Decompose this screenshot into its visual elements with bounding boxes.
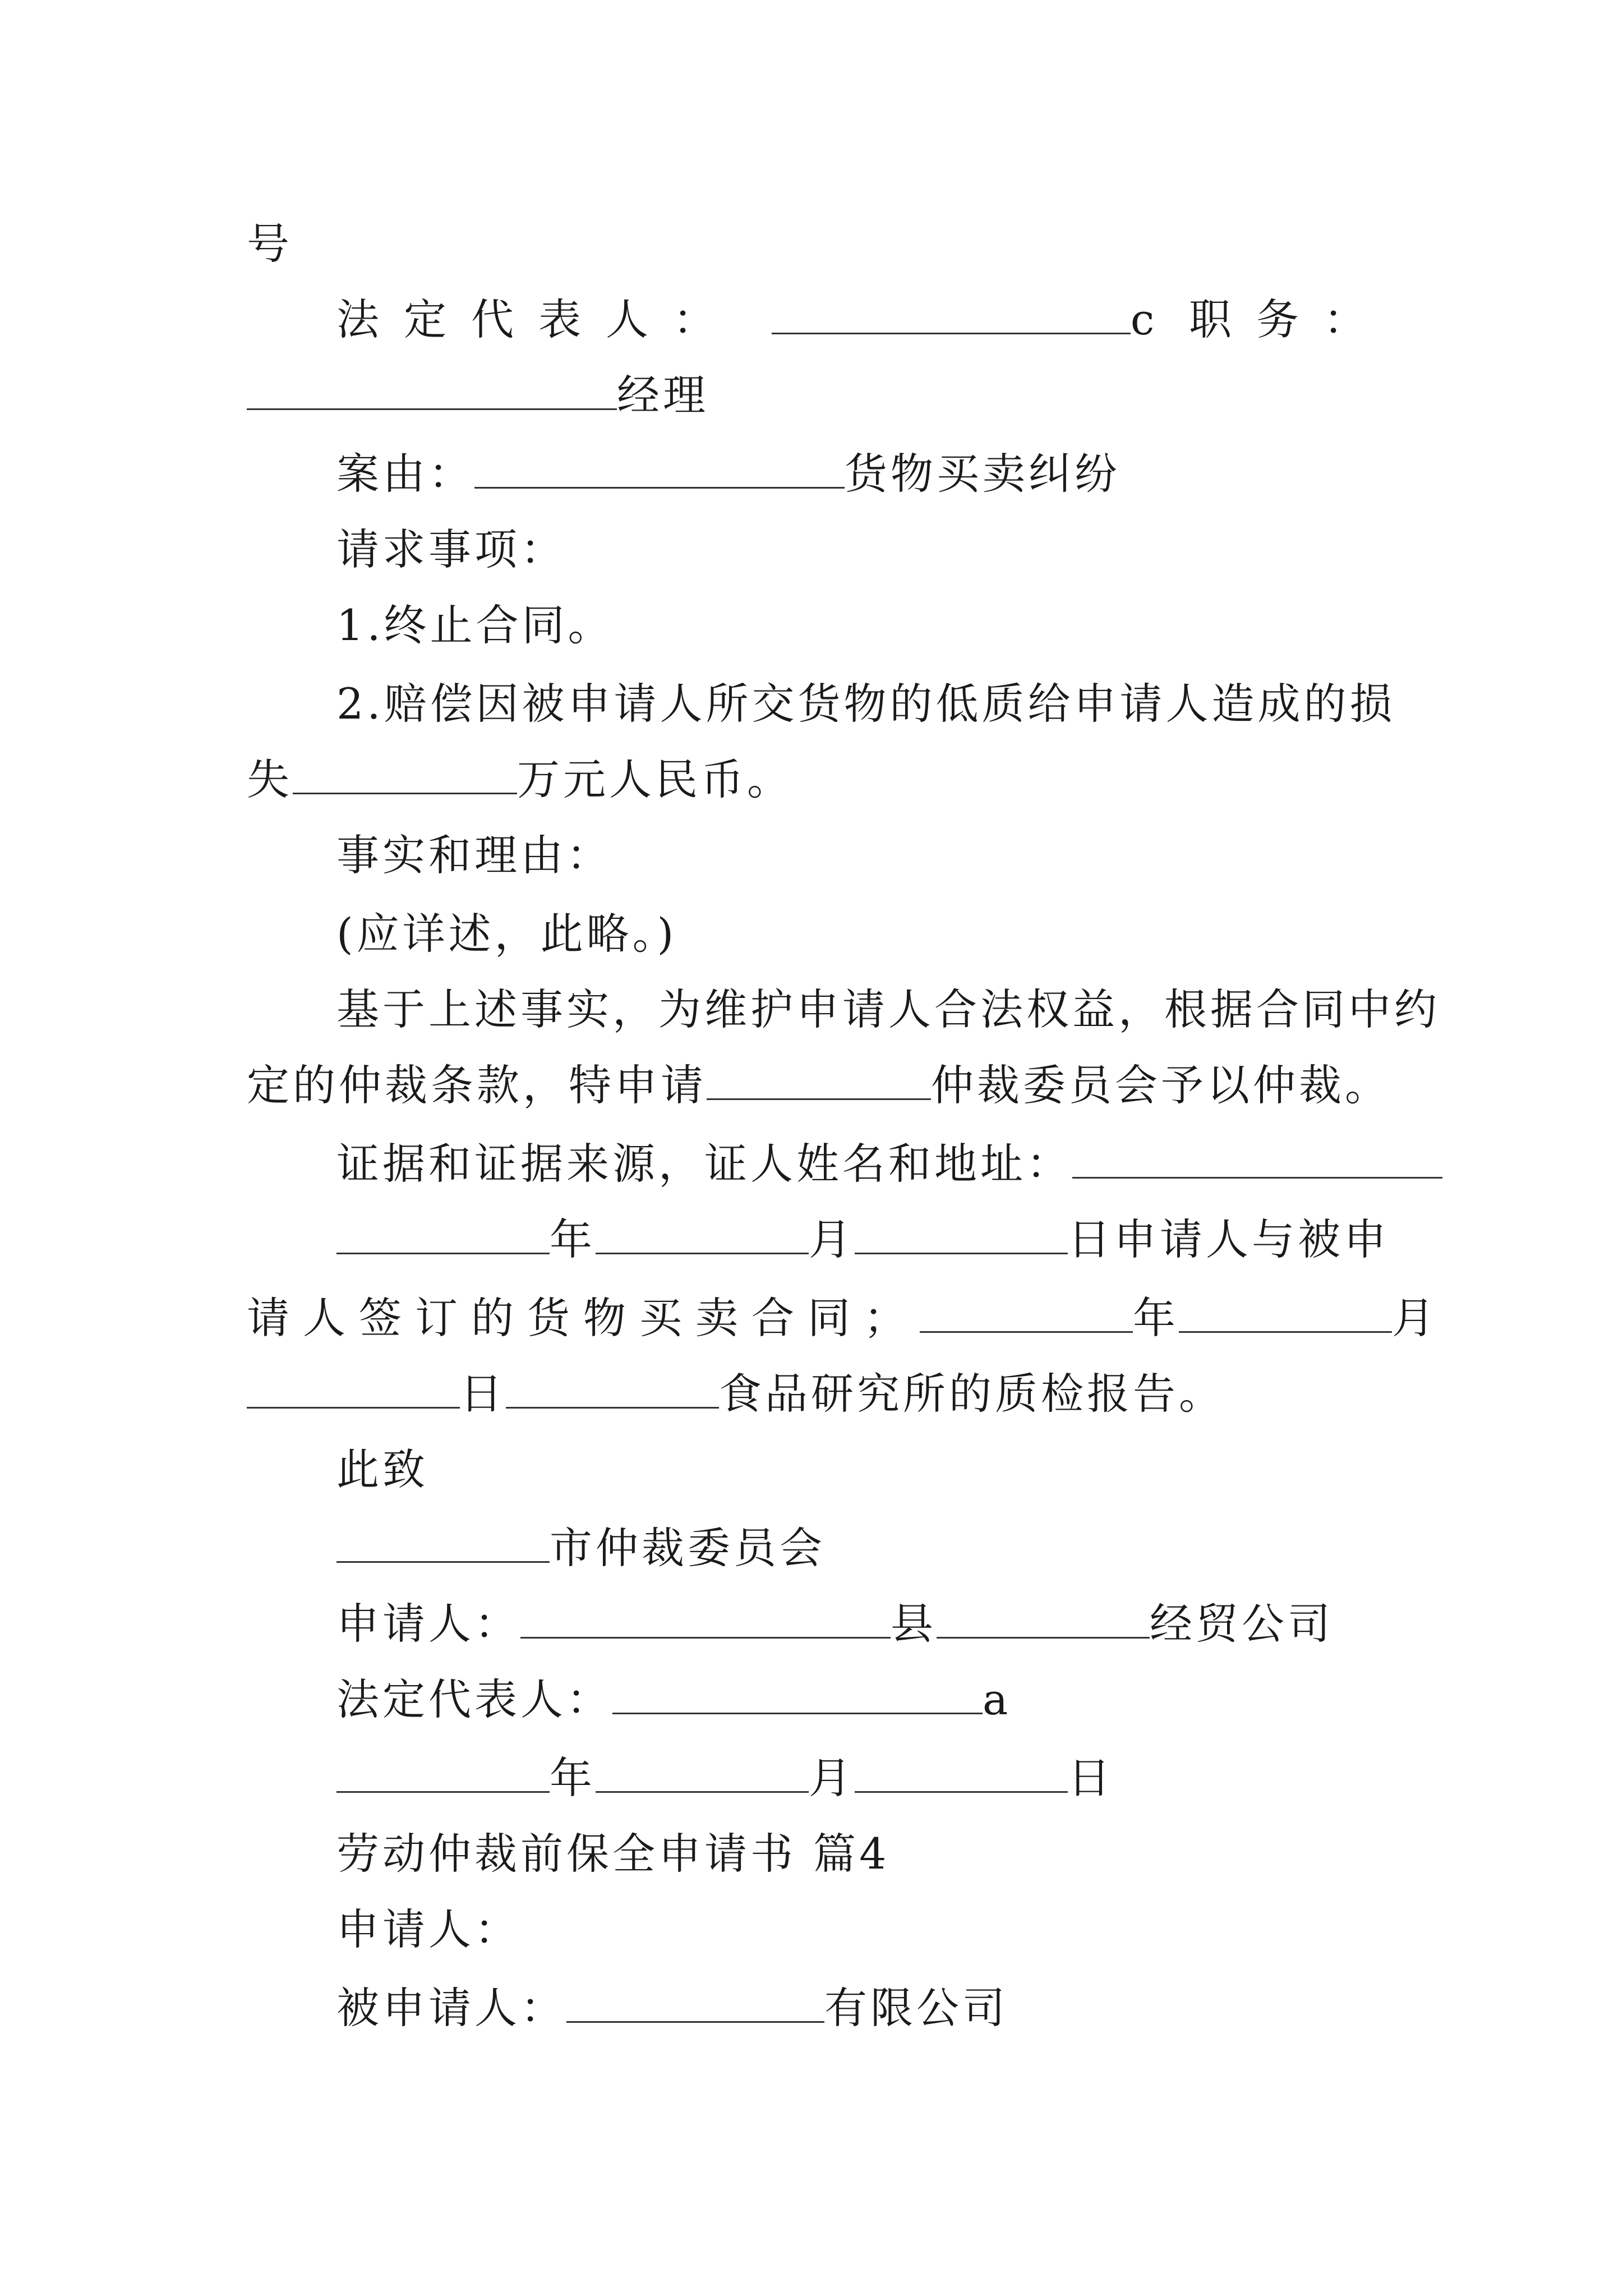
text: 基于上述事实，为维护申请人合法权益，根据合同中约 bbox=[336, 984, 1440, 1034]
text: 年 bbox=[550, 1214, 596, 1264]
text: 经理 bbox=[617, 370, 709, 420]
heading: 事实和理由： bbox=[336, 830, 612, 880]
blank-field bbox=[336, 1751, 550, 1793]
label-legal-rep: 法定代表人： bbox=[336, 295, 740, 344]
heading: 请求事项： bbox=[336, 524, 566, 574]
text-line-facts-heading bbox=[336, 816, 1391, 895]
text: 日 bbox=[460, 1369, 506, 1419]
text: 请人签订的货物买卖合同； bbox=[247, 1293, 920, 1343]
text-line-evidence-date bbox=[336, 1200, 1391, 1279]
text: 货物买卖纠纷 bbox=[845, 449, 1121, 499]
blank-field bbox=[1072, 1137, 1442, 1179]
text: 食品研究所的质检报告。 bbox=[719, 1369, 1225, 1419]
text-line-cause bbox=[336, 435, 1391, 513]
text: 失 bbox=[247, 754, 293, 804]
label-respondent: 被申请人： bbox=[336, 1983, 566, 2033]
section-title: 劳动仲裁前保全申请书 篇4 bbox=[336, 1829, 890, 1879]
text: 1.终止合同。 bbox=[336, 600, 614, 650]
text-line-facts-note bbox=[336, 895, 1391, 973]
text: 市仲裁委员会 bbox=[550, 1523, 826, 1573]
blank-field bbox=[1179, 1291, 1392, 1333]
text: 号 bbox=[247, 219, 293, 269]
blank-field bbox=[520, 1596, 891, 1639]
text: 月 bbox=[809, 1214, 855, 1264]
text: 2.赔偿因被申请人所交货物的低质给申请人造成的损 bbox=[336, 679, 1396, 729]
label-applicant: 申请人： bbox=[336, 1599, 520, 1649]
text: 定的仲裁条款，特申请 bbox=[247, 1060, 707, 1110]
label-position: 职务： bbox=[1188, 295, 1391, 344]
text: 年 bbox=[1133, 1293, 1179, 1343]
text: 万元人民币。 bbox=[517, 754, 793, 804]
blank-field bbox=[247, 1366, 460, 1409]
blank-field bbox=[566, 1981, 824, 2023]
blank-field bbox=[937, 1596, 1150, 1639]
blank-field bbox=[707, 1058, 931, 1100]
text-line-sign-date bbox=[336, 1739, 1391, 1818]
text-line-legal-rep bbox=[336, 280, 1391, 359]
blank-field bbox=[855, 1212, 1068, 1254]
text: 月 bbox=[809, 1753, 855, 1803]
text: 经贸公司 bbox=[1150, 1599, 1334, 1649]
text-line-basis bbox=[336, 970, 1440, 1049]
blank-field bbox=[247, 368, 617, 410]
blank-field bbox=[506, 1366, 719, 1409]
label-applicant: 申请人： bbox=[336, 1904, 520, 1954]
text-line-evidence-report bbox=[247, 1355, 1391, 1433]
text: 证据和证据来源，证人姓名和地址： bbox=[336, 1139, 1072, 1189]
text: 日 bbox=[1068, 1753, 1114, 1803]
blank-field bbox=[293, 752, 517, 794]
blank-field bbox=[612, 1672, 983, 1714]
blank-field bbox=[596, 1212, 809, 1254]
text-line-evidence bbox=[336, 1125, 1391, 1203]
text-line-legal-rep-sign bbox=[336, 1660, 1391, 1739]
text-line-evidence-contract bbox=[247, 1279, 1438, 1358]
blank-field bbox=[596, 1751, 809, 1793]
blank-field bbox=[336, 1212, 550, 1254]
text: a bbox=[983, 1674, 1012, 1724]
text-line-applicant bbox=[336, 1890, 1391, 1969]
text: (应详述，此略。) bbox=[336, 909, 677, 959]
text-line-salutation bbox=[336, 1430, 1391, 1509]
text: 年 bbox=[550, 1753, 596, 1803]
blank-field bbox=[920, 1291, 1133, 1333]
label-legal-rep: 法定代表人： bbox=[336, 1674, 612, 1724]
text: 日申请人与被申 bbox=[1068, 1214, 1390, 1264]
text-line-request-2-cont bbox=[247, 740, 1391, 819]
text-line-respondent bbox=[336, 1969, 1391, 2047]
text: 仲裁委员会予以仲裁。 bbox=[931, 1060, 1391, 1110]
blank-field bbox=[772, 292, 1131, 334]
text-line-request-1 bbox=[336, 586, 1391, 665]
text: 有限公司 bbox=[824, 1983, 1008, 2033]
blank-field bbox=[855, 1751, 1068, 1793]
text: c bbox=[1130, 295, 1158, 344]
label-cause: 案由： bbox=[336, 449, 474, 499]
text: 月 bbox=[1392, 1293, 1438, 1343]
text-line-number-suffix bbox=[247, 205, 1391, 283]
blank-field bbox=[474, 447, 845, 489]
text: 此致 bbox=[336, 1444, 428, 1494]
text-line-section-title bbox=[336, 1815, 1391, 1893]
text-line-applicant-sign bbox=[336, 1585, 1391, 1663]
text-line-request-2 bbox=[336, 665, 1396, 743]
text-line-recipient bbox=[336, 1509, 1391, 1588]
text-line-basis-cont bbox=[247, 1046, 1391, 1125]
blank-field bbox=[336, 1521, 550, 1563]
text-line-requests-heading bbox=[336, 510, 1391, 589]
text: 县 bbox=[891, 1599, 937, 1649]
text-line-position-value bbox=[247, 356, 1391, 435]
legal-rep-blank-group bbox=[772, 280, 1158, 359]
